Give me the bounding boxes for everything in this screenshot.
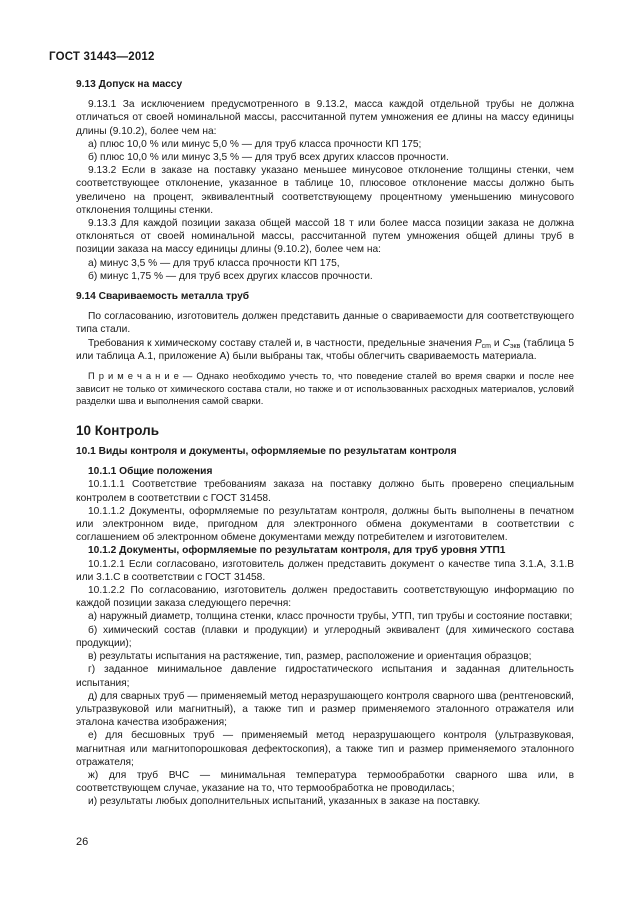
paragraph-chem-requirements [76, 337, 574, 363]
paragraph-10-1-2-2: 10.1.2.2 По согласованию, изготовитель должен предоставить соответствующую информацию по каждой позиции заказа следующего перечня: [76, 585, 574, 610]
text-fragment: Требования к химическому составу сталей и, в частности, предельные значения [88, 337, 475, 349]
symbol-c: C [502, 337, 510, 349]
page-number: 26 [76, 836, 89, 848]
section-heading-9-14: 9.14 Свариваемость металла труб [76, 291, 250, 303]
subscript-ekv: экв [509, 342, 521, 350]
section-heading-10-1: 10.1 Виды контроля и документы, оформляемые по результатам контроля [76, 446, 457, 458]
note [76, 370, 574, 408]
list-item: д) для сварных труб — применяемый метод неразрушающего контроля сварного шва (рентгеновский, ультразвуковой или магнитный), а также тип и размер применяемого эталонного отражателя или эталона качества изображения; [76, 690, 574, 729]
paragraph-9-13-3: 9.13.3 Для каждой позиции заказа общей массой 18 т или более масса позиции заказа не должна отклоняться от своей номинальной массы, рассчитанной путем умножения общей длины труб в позиции заказа на массу единицы длины (9.10.2), более чем на: [76, 218, 574, 256]
paragraph-9-13-1: 9.13.1 За исключением предусмотренного в 9.13.2, масса каждой отдельной трубы не должна отличаться от своей номинальной массы, рассчитанной путем умножения ее длины на массу единицы длины (9.10.2), более чем на: [76, 99, 574, 137]
list-item: ж) для труб ВЧС — минимальная температура термообработки сварного шва или, в соответствующем случае, указание на то, что термообработка не проводилась; [76, 769, 574, 795]
page-content [76, 78, 574, 809]
symbol-p: P [474, 337, 482, 349]
paragraph-10-1-1-2: 10.1.1.2 Документы, оформляемые по результатам контроля, должны быть выполнены в печатном или электронном виде, пригодном для электронного обмена документами в соответствии с соглашением об электронном обмене документами между потребителем и изготовителем. [76, 505, 574, 544]
paragraph-weldability: По согласованию, изготовитель должен представить данные о свариваемости для соответствующего типа стали. [76, 311, 574, 336]
list-item: в) результаты испытания на растяжение, тип, размер, расположение и ориентация образцов; [88, 651, 532, 663]
section-heading-10-1-1: 10.1.1 Общие положения [88, 466, 213, 478]
text-fragment: (таблица 5 или таблица А.1, приложение А) были выбраны так, чтобы облегчить свариваемость материала. [76, 337, 575, 362]
list-item: и) результаты любых дополнительных испытаний, указанных в заказе на поставку. [88, 796, 481, 808]
text-fragment: и [490, 337, 503, 349]
list-item: а) плюс 10,0 % или минус 5,0 % — для труб класса прочности КП 175; [88, 138, 422, 150]
list-item: е) для бесшовных труб — применяемый метод неразрушающего контроля (ультразвуковая, магнитная или магнитопорошковая дефектоскопия), а также тип и размер применяемого эталонного отражателя; [76, 730, 574, 768]
paragraph-9-13-2: 9.13.2 Если в заказе на поставку указано меньшее минусовое отклонение толщины стенки, чем соответствующее отклонение, указанное в таблице 10, плюсовое отклонение массы должно быть увеличено на процент, эквивалентный соответствующему процентному уменьшению минусового отклонения толщины стенки. [76, 165, 574, 216]
list-item: а) минус 3,5 % — для труб класса прочности КП 175, [88, 257, 340, 269]
list-item: б) химический состав (плавки и продукции) и углеродный эквивалент (для химического состава продукции); [76, 624, 574, 649]
list-item: а) наружный диаметр, толщина стенки, класс прочности трубы, УТП, тип трубы и состояние поставки; [88, 611, 573, 623]
section-heading-10: 10 Контроль [76, 422, 160, 438]
section-heading-9-13: 9.13 Допуск на массу [76, 79, 183, 90]
paragraph-10-1-1-1: 10.1.1.1 Соответствие требованиям заказа на поставку должно быть проверено специальным контролем в соответствии с ГОСТ 31458. [76, 479, 574, 504]
list-item: б) плюс 10,0 % или минус 3,5 % — для труб всех других классов прочности. [88, 152, 449, 164]
subscript-cm: cm [481, 342, 491, 350]
section-heading-10-1-2: 10.1.2 Документы, оформляемые по результатам контроля, для труб уровня УТП1 [88, 545, 506, 557]
standard-header: ГОСТ 31443—2012 [49, 51, 155, 63]
list-item: б) минус 1,75 % — для труб всех других классов прочности. [88, 270, 373, 282]
paragraph-10-1-2-1: 10.1.2.1 Если согласовано, изготовитель должен представить документ о качестве типа 3.1.А, 3.1.В или 3.1.С в соответствии с ГОСТ 31458. [76, 558, 574, 583]
list-item: г) заданное минимальное давление гидростатического испытания и заданная длительность испытания; [76, 664, 574, 689]
note-text: — Однако необходимо учесть то, что поведение сталей во время сварки и после нее зависит не только от химического состава стали, но также и от использованных расходных материалов, условий разделки шва и выполнения самой сварки. [76, 370, 574, 407]
note-label: П р и м е ч а н и е [88, 370, 179, 382]
